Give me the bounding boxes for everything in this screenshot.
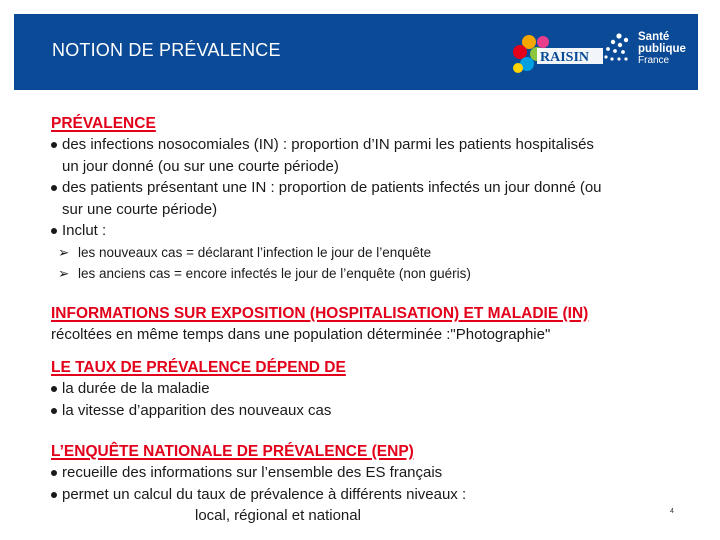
svg-text:RAISIN: RAISIN xyxy=(540,50,590,65)
list-item: Inclut : xyxy=(51,220,602,242)
list-item-continuation: local, régional et national xyxy=(195,507,361,524)
section-informations xyxy=(51,304,588,345)
section-title: L’ENQUÊTE NATIONALE DE PRÉVALENCE (ENP) xyxy=(51,443,414,460)
raisin-logo xyxy=(507,28,607,80)
arrow-icon: ➢ xyxy=(58,244,70,260)
list-item: la vitesse d’apparition des nouveaux cas xyxy=(51,400,346,422)
section-taux xyxy=(51,358,346,421)
section-text: récoltées en même temps dans une population déterminée :"Photographie" xyxy=(51,326,551,343)
sub-list-item: ➢ les nouveaux cas = déclarant l’infection le jour de l’enquête xyxy=(51,242,602,263)
list-item: des patients présentant une IN : proportion de patients infectés un jour donné (ou sur une courte période) xyxy=(51,177,602,220)
arrow-icon: ➢ xyxy=(58,265,70,281)
sub-list-item: ➢ les anciens cas = encore infectés le jour de l’enquête (non guéris) xyxy=(51,263,602,284)
slide-header xyxy=(14,14,698,90)
section-title: INFORMATIONS SUR EXPOSITION (HOSPITALISATION) ET MALADIE (IN) xyxy=(51,305,589,322)
slide-title: NOTION DE PRÉVALENCE xyxy=(52,40,281,60)
section-title: LE TAUX DE PRÉVALENCE DÉPEND DE xyxy=(51,359,346,376)
list-item: permet un calcul du taux de prévalence à différents niveaux : xyxy=(51,484,466,506)
sp-logo-text: Santé publique France xyxy=(638,31,686,66)
section-enp xyxy=(51,442,466,526)
list-item: la durée de la maladie xyxy=(51,378,346,400)
page-number: 4 xyxy=(670,508,674,515)
list-item: des infections nosocomiales (IN) : proportion d’IN parmi les patients hospitalisés un jour donné (ou sur une courte période) xyxy=(51,134,602,177)
section-title: PRÉVALENCE xyxy=(51,115,156,132)
list-item: recueille des informations sur l’ensemble des ES français xyxy=(51,462,466,484)
sante-publique-france-logo xyxy=(600,28,700,78)
sp-dots-icon xyxy=(600,28,634,68)
section-prevalence xyxy=(51,114,602,284)
